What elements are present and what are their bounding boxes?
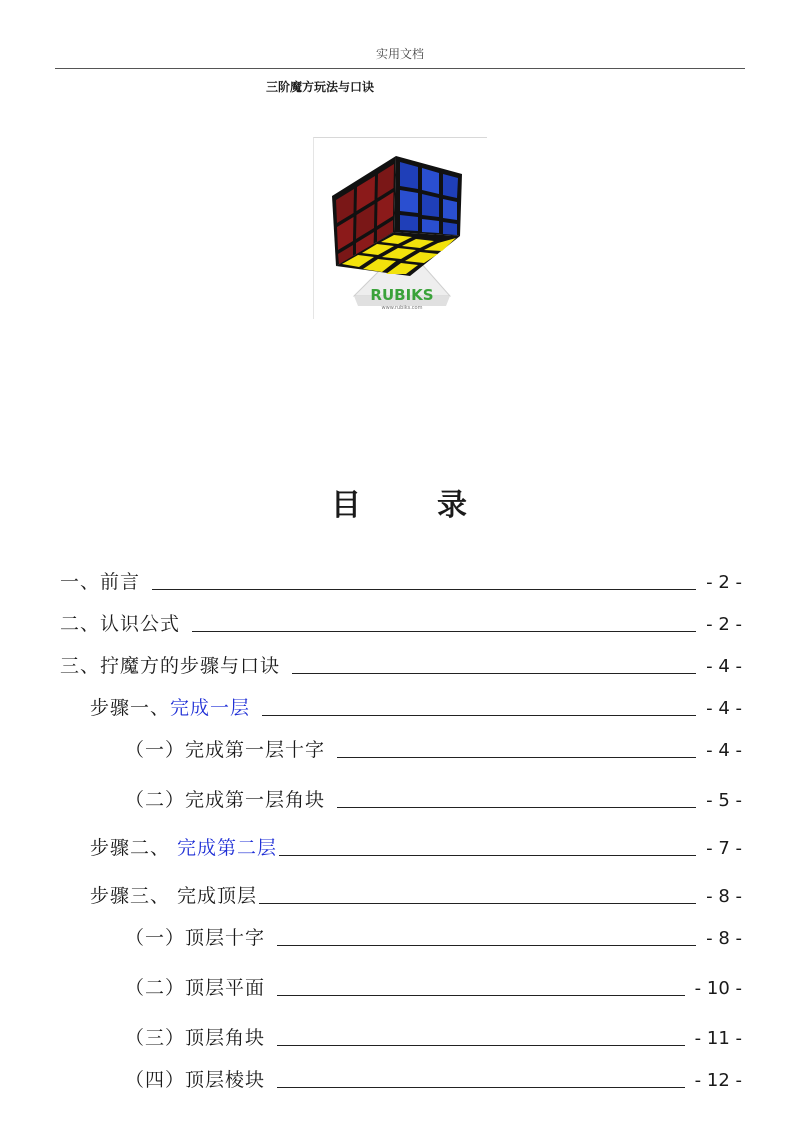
toc-entry-top-cross[interactable] [125,918,742,948]
toc-entry-label: （四）顶层棱块 [125,1069,266,1091]
toc-page-number: - 4 - [706,698,742,719]
toc-page-number: - 10 - [694,978,742,999]
toc-entry-formulas[interactable] [60,604,742,634]
toc-page-number: - 2 - [706,614,742,635]
toc-entry-label: （一）完成第一层十字 [125,739,326,761]
header-divider [55,68,745,69]
toc-entry-first-layer-cross[interactable] [125,730,742,760]
toc-entry-label: 二、认识公式 [60,613,181,635]
toc-heading [0,480,800,524]
toc-entry-label: （二）顶层平面 [125,977,266,999]
document-title: 三阶魔方玩法与口诀 [266,80,375,94]
toc-entry-prefix: 步骤二、 [90,837,178,859]
cube-right-face [394,156,462,236]
toc-entry-prefix: 步骤一、 [90,697,171,719]
toc-page-number: - 8 - [706,928,742,949]
toc-page-number: - 8 - [706,886,742,907]
toc-entry-preface[interactable] [60,562,742,592]
toc-leader-line [192,630,696,632]
toc-heading-left: 目 [331,488,363,523]
toc-page-number: - 5 - [706,790,742,811]
toc-entry-top-edges[interactable] [125,1060,742,1090]
toc-leader-line [152,588,696,590]
toc-entry-label: （一）顶层十字 [125,927,266,949]
toc-leader-line [262,714,696,716]
toc-entry-top-corners[interactable] [125,1018,742,1048]
toc-leader-line [277,994,685,996]
page-header: 实用文档 [375,47,424,61]
toc-page-number: - 4 - [706,740,742,761]
toc-page-number: - 4 - [706,656,742,677]
toc-entry-label: 三、拧魔方的步骤与口诀 [60,655,281,677]
toc-entry-link[interactable]: 完成第二层 [177,837,278,859]
toc-entry-label [90,699,250,718]
toc-entry-top-face[interactable] [125,968,742,998]
toc-leader-line [277,944,696,946]
toc-entry-label: 步骤三、 完成顶层 [90,885,258,907]
toc-page-number: - 2 - [706,572,742,593]
toc-entry-label: （三）顶层角块 [125,1027,266,1049]
toc-heading-right: 录 [437,488,469,523]
rubiks-site-text: www.rubiks.com [381,305,423,311]
toc-leader-line [292,672,696,674]
toc-entry-steps[interactable] [60,646,742,676]
toc-entry-step-two[interactable] [90,828,742,858]
toc-leader-line [337,806,696,808]
toc-entry-step-one[interactable] [90,688,742,718]
toc-entry-label: （二）完成第一层角块 [125,789,326,811]
toc-leader-line [277,1044,685,1046]
toc-page-number: - 11 - [694,1028,742,1049]
toc-page-number: - 12 - [694,1070,742,1091]
toc-entry-label [90,839,277,858]
rubiks-logo: RUBIKS [370,286,434,304]
toc-leader-line [259,902,696,904]
rubiks-cube-image [313,137,487,319]
rubiks-cube-illustration [314,138,487,319]
toc-leader-line [279,854,696,856]
toc-page-number: - 7 - [706,838,742,859]
toc-leader-line [277,1086,685,1088]
toc-leader-line [337,756,696,758]
toc-entry-step-three[interactable] [90,876,742,906]
toc-entry-label: 一、前言 [60,571,141,593]
toc-entry-link[interactable]: 完成一层 [170,697,251,719]
toc-entry-first-layer-corners[interactable] [125,780,742,810]
